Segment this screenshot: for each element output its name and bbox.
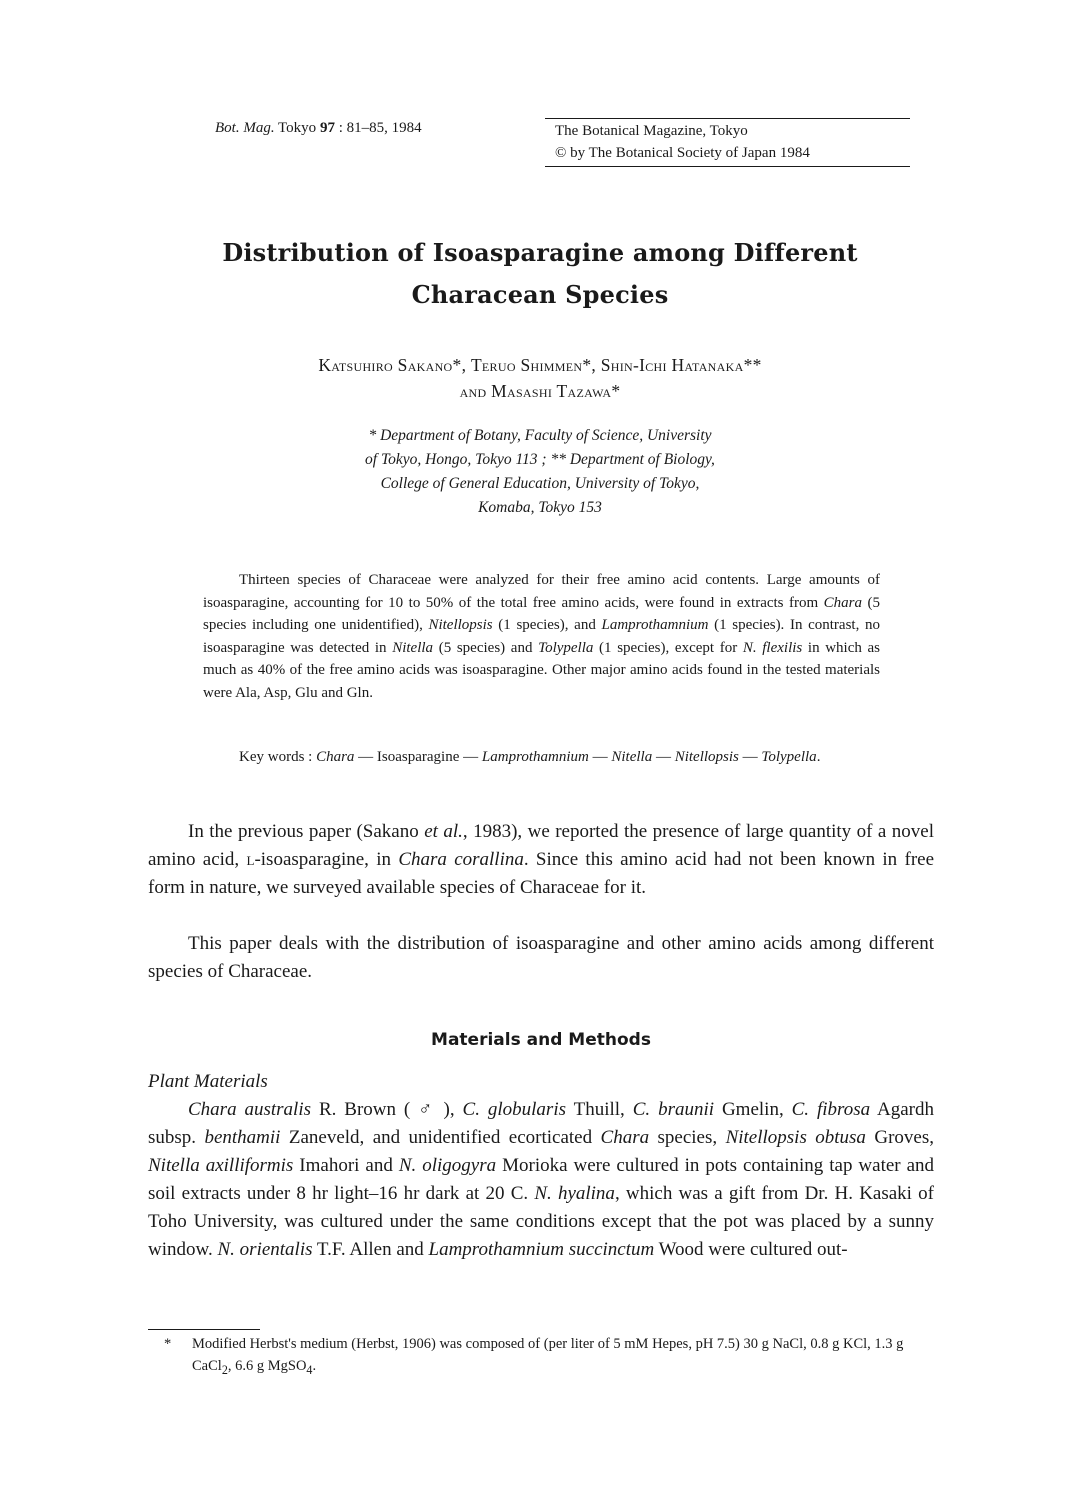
italic-text: C. braunii (632, 1099, 715, 1120)
subsection-heading-plant-materials: Plant Materials (148, 1071, 268, 1092)
italic-text: Lamprothamnium succinctum (428, 1239, 655, 1260)
intro-paragraph-2: This paper deals with the distribution of isoasparagine and other amino acids among different species of Characeae. (148, 933, 934, 982)
author-list (120, 352, 960, 404)
italic-text: N. orientalis (217, 1239, 313, 1260)
footnote (164, 1333, 924, 1381)
paper-title (100, 232, 980, 316)
italic-text: N. hyalina (534, 1183, 615, 1204)
title-line-2: Characean Species (411, 280, 669, 309)
copyright-notice: © by The Botanical Society of Japan 1984 (555, 145, 810, 161)
italic-text: Tolypella (538, 639, 594, 656)
italic-text: C. fibrosa (791, 1099, 871, 1120)
italic-text: Nitella (611, 749, 653, 765)
italic-text: Chara (600, 1127, 650, 1148)
footnote-marker: * (164, 1336, 172, 1352)
italic-text: Chara (823, 594, 862, 611)
authors-line-1: Katsuhiro Sakano*, Teruo Shimmen*, Shin-Ichi Hatanaka** (318, 355, 762, 375)
journal-name: The Botanical Magazine, Tokyo (555, 123, 748, 139)
bold-text: 97 (319, 120, 335, 136)
italic-text: benthamii (204, 1127, 281, 1148)
italic-text: N. oligogyra (398, 1155, 497, 1176)
italic-text: et al. (424, 821, 463, 842)
italic-text: Nitellopsis (674, 749, 739, 765)
affiliation-line-3: College of General Education, University of Tokyo, (380, 475, 700, 492)
small-caps-text: Katsuhiro Sakano (318, 355, 453, 375)
affiliation-line-4: Komaba, Tokyo 153 (478, 499, 602, 516)
italic-text: Nitellopsis (428, 617, 493, 633)
italic-text: C. globularis (462, 1099, 567, 1120)
authors-line-2: and Masashi Tazawa* (459, 381, 621, 401)
small-caps-text: Teruo Shimmen (470, 355, 583, 375)
small-caps-text: l (246, 849, 255, 870)
intro-paragraph-1: In the previous paper (Sakano et al., 1983), we reported the presence of large quantity of a novel amino acid, l-isoasparagine, in Chara corallina. Since this amino acid had not been known in free form in nature, we surveyed available species of Characeae for it. (148, 821, 935, 898)
subscript: 4 (306, 1362, 313, 1377)
abstract: Thirteen species of Characeae were analyzed for their free amino acid contents. Large amounts of isoasparagine, accounting for 10 to 50% of the total free amino acids, were found in extracts from Chara (5 species including one unidentified), Nitellopsis (1 species), and Lamprothamnium (1 species). In contrast, no isoasparagine was detected in Nitella (5 species) and Tolypella (1 species), except for N. flexilis in which as much as 40% of the free amino acids was isoasparagine. Other major amino acids found in the tested materials were Ala, Asp, Glu and Gln. (203, 572, 881, 701)
italic-text: Lamprothamnium (481, 749, 589, 765)
affiliation-line-2: of Tokyo, Hongo, Tokyo 113 ; ** Department of Biology, (365, 451, 715, 468)
title-line-1: Distribution of Isoasparagine among Different (222, 238, 858, 267)
small-caps-text: Shin-Ichi Hatanaka (600, 355, 744, 375)
plant-materials-paragraph: Chara australis R. Brown ( ♂ ), C. globularis Thuill, C. braunii Gmelin, C. fibrosa Agardh subsp. benthamii Zaneveld, and unidentified ecorticated Chara species, Nitellopsis obtusa Groves, Nitella axilliformis Imahori and N. oligogyra Morioka were cultured in pots containing tap water and soil extracts under 8 hr light–16 hr dark at 20 C. N. hyalina, which was a gift from Dr. H. Kasaki of Toho University, was cultured under the same conditions except that the pot was placed by a sunny window. N. orientalis T.F. Allen and Lamprothamnium succinctum Wood were cultured out- (148, 1099, 935, 1260)
italic-text: Nitella (392, 639, 434, 656)
italic-text: Chara australis (188, 1099, 312, 1120)
footnote-text: Modified Herbst's medium (Herbst, 1906) was composed of (per liter of 5 mM Hepes, pH 7.5) 30 g NaCl, 0.8 g KCl, 1.3 g CaCl$_2$, 6.6 g MgSO$_4$. (192, 1336, 904, 1377)
keywords: Key words : Chara — Isoasparagine — Lamprothamnium — Nitella — Nitellopsis — Tolypella. (239, 749, 821, 765)
header-citation: Bot. Mag. Tokyo 97 : 81–85, 1984 (215, 120, 422, 136)
italic-text: Nitellopsis obtusa (725, 1127, 866, 1148)
italic-text: Nitella axilliformis (148, 1155, 294, 1176)
subscript: 2 (221, 1362, 228, 1377)
italic-text: Lamprothamnium (601, 617, 709, 633)
italic-text: Tolypella (761, 749, 817, 765)
italic-text: Bot. Mag. (215, 120, 275, 136)
header-journal-box (545, 118, 910, 167)
italic-text: N. flexilis (742, 639, 803, 656)
affiliation-line-1: * Department of Botany, Faculty of Science, University (368, 427, 712, 444)
italic-text: Chara (316, 749, 355, 765)
section-heading-materials-methods: Materials and Methods (431, 1030, 651, 1050)
affiliations (200, 424, 880, 520)
small-caps-text: and Masashi Tazawa (459, 381, 612, 401)
italic-text: Chara corallina (398, 849, 524, 870)
footnote-rule (148, 1329, 260, 1330)
